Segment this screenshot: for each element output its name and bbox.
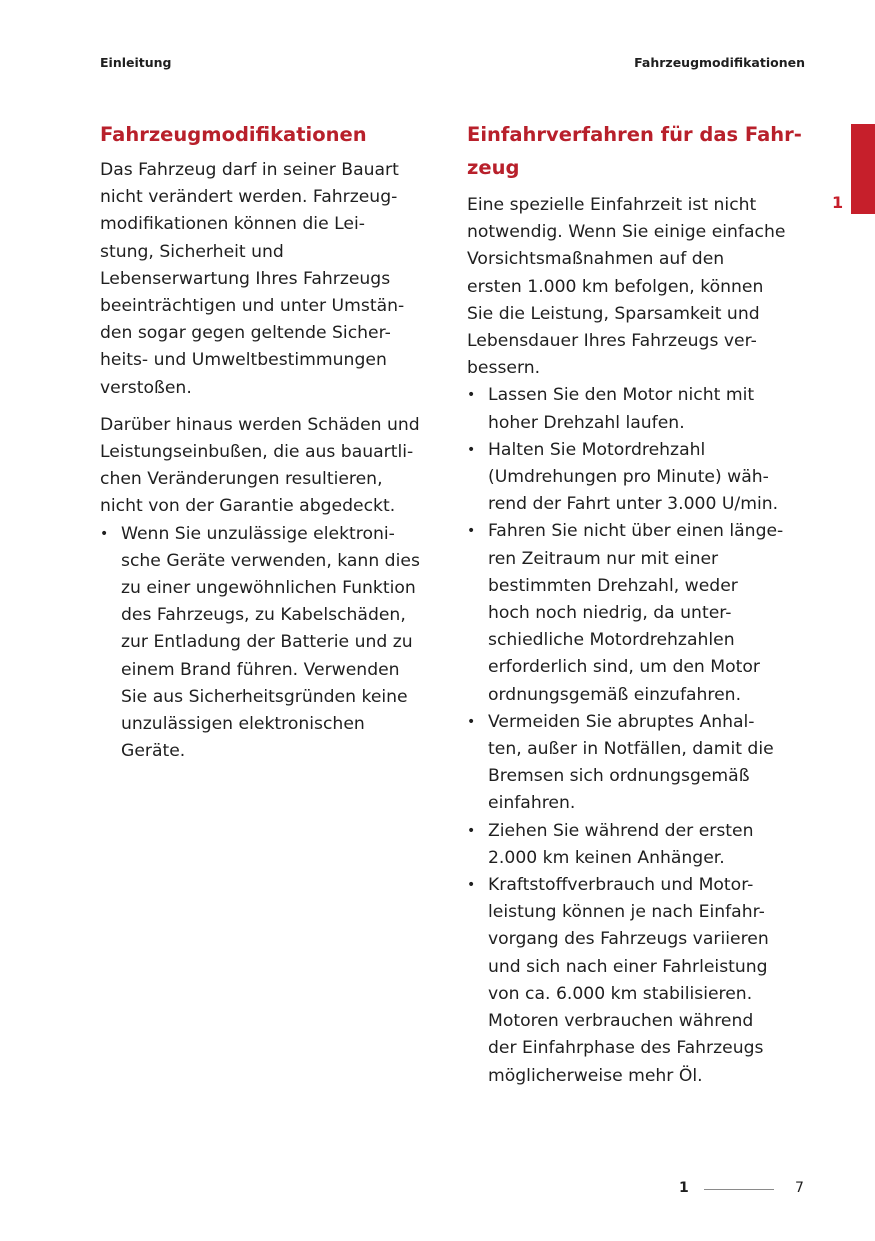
footer-divider bbox=[704, 1189, 774, 1190]
list-item bbox=[467, 872, 812, 1090]
text-line: Lassen Sie den Motor nicht mit bbox=[488, 385, 755, 406]
page-number: 7 bbox=[795, 1180, 804, 1196]
list-item bbox=[467, 437, 812, 519]
text-line: bestimmten Drehzahl, weder bbox=[488, 575, 738, 596]
break-in-bullet-list bbox=[467, 382, 812, 1089]
text-line: 2.000 km keinen Anhänger. bbox=[488, 847, 725, 868]
text-line: Sie aus Sicherheitsgründen keine bbox=[121, 686, 408, 707]
chapter-tab-number: 1 bbox=[832, 193, 844, 212]
text-line: Darüber hinaus werden Schäden und bbox=[100, 414, 420, 435]
text-line: Leistungseinbußen, die aus bauartli- bbox=[100, 442, 414, 463]
text-line: einem Brand führen. Verwenden bbox=[121, 659, 400, 680]
bullet-icon: • bbox=[467, 877, 476, 894]
text-line: Fahren Sie nicht über einen länge- bbox=[488, 521, 784, 542]
text-line: und sich nach einer Fahrleistung bbox=[488, 956, 768, 977]
text-line: Das Fahrzeug darf in seiner Bauart bbox=[100, 160, 399, 180]
text-line: ren Zeitraum nur mit einer bbox=[488, 548, 719, 569]
text-line: leistung können je nach Einfahr- bbox=[488, 902, 765, 923]
section-title-modifications: Fahrzeugmodifikationen bbox=[100, 123, 367, 146]
text-line: (Umdrehungen pro Minute) wäh- bbox=[488, 467, 769, 488]
list-item bbox=[467, 709, 812, 818]
modifications-bullet-list bbox=[100, 521, 440, 766]
text-line: modifikationen können die Lei- bbox=[100, 214, 365, 235]
text-line: Halten Sie Motordrehzahl bbox=[488, 439, 706, 460]
text-line: sche Geräte verwenden, kann dies bbox=[121, 550, 420, 571]
bullet-icon: • bbox=[467, 523, 476, 540]
text-line: vorgang des Fahrzeugs variieren bbox=[488, 929, 769, 950]
text-line: ordnungsgemäß einzufahren. bbox=[488, 684, 742, 705]
text-line: Kraftstoffverbrauch und Motor- bbox=[488, 875, 754, 896]
left-column bbox=[100, 118, 440, 765]
text-line: schiedliche Motordrehzahlen bbox=[488, 630, 735, 651]
chapter-tab bbox=[851, 124, 875, 214]
text-line: Eine spezielle Einfahrzeit ist nicht bbox=[467, 195, 757, 215]
text-line: beeinträchtigen und unter Umstän- bbox=[100, 296, 405, 317]
text-line: verstoßen. bbox=[100, 377, 192, 398]
text-line: nicht verändert werden. Fahrzeug- bbox=[100, 187, 398, 208]
text-line: ten, außer in Notfällen, damit die bbox=[488, 739, 774, 760]
text-line: nicht von der Garantie abgedeckt. bbox=[100, 496, 396, 517]
text-line: des Fahrzeugs, zu Kabelschäden, bbox=[121, 605, 406, 626]
list-item bbox=[467, 518, 812, 708]
bullet-icon: • bbox=[100, 525, 109, 542]
text-line: zur Entladung der Batterie und zu bbox=[121, 632, 413, 653]
text-line: Sie die Leistung, Sparsamkeit und bbox=[467, 303, 760, 324]
text-line: bessern. bbox=[467, 358, 541, 379]
list-item bbox=[467, 818, 812, 872]
text-line: den sogar gegen geltende Sicher- bbox=[100, 323, 391, 344]
text-line: von ca. 6.000 km stabilisieren. bbox=[488, 983, 753, 1004]
text-line: Lebensdauer Ihres Fahrzeugs ver- bbox=[467, 331, 757, 352]
title-line: Einfahrverfahren für das Fahr- bbox=[467, 123, 802, 146]
modifications-paragraph-1 bbox=[100, 157, 440, 402]
text-line: Vermeiden Sie abruptes Anhal- bbox=[488, 711, 755, 732]
text-line: Geräte. bbox=[121, 741, 186, 762]
text-line: der Einfahrphase des Fahrzeugs bbox=[488, 1038, 764, 1059]
text-line: chen Veränderungen resultieren, bbox=[100, 469, 383, 490]
text-line: Lebenserwartung Ihres Fahrzeugs bbox=[100, 268, 391, 289]
text-line: Wenn Sie unzulässige elektroni- bbox=[121, 523, 395, 544]
section-title-break-in bbox=[467, 118, 812, 184]
modifications-paragraph-2 bbox=[100, 412, 440, 521]
text-line: rend der Fahrt unter 3.000 U/min. bbox=[488, 494, 779, 515]
text-line: einfahren. bbox=[488, 793, 576, 814]
bullet-icon: • bbox=[467, 822, 476, 839]
text-line: Vorsichtsmaßnahmen auf den bbox=[467, 249, 725, 270]
bullet-icon: • bbox=[467, 387, 476, 404]
text-line: ersten 1.000 km befolgen, können bbox=[467, 276, 764, 297]
text-line: zu einer ungewöhnlichen Funktion bbox=[121, 578, 416, 599]
running-header-section: Einleitung bbox=[100, 55, 172, 70]
text-line: Ziehen Sie während der ersten bbox=[488, 820, 754, 841]
bullet-icon: • bbox=[467, 713, 476, 730]
list-item bbox=[100, 521, 440, 766]
bullet-icon: • bbox=[467, 441, 476, 458]
text-line: hoher Drehzahl laufen. bbox=[488, 412, 685, 433]
title-line: zeug bbox=[467, 156, 520, 179]
text-line: hoch noch niedrig, da unter- bbox=[488, 603, 732, 624]
running-header-topic: Fahrzeugmodifikationen bbox=[634, 55, 805, 70]
text-line: Bremsen sich ordnungsgemäß bbox=[488, 766, 750, 787]
right-column bbox=[467, 118, 812, 1090]
text-line: heits- und Umweltbestimmungen bbox=[100, 350, 387, 371]
footer-chapter-number: 1 bbox=[679, 1180, 689, 1196]
break-in-paragraph-1 bbox=[467, 192, 812, 382]
list-item bbox=[467, 382, 812, 436]
text-line: Motoren verbrauchen während bbox=[488, 1011, 754, 1032]
text-line: unzulässigen elektronischen bbox=[121, 714, 365, 735]
text-line: stung, Sicherheit und bbox=[100, 241, 284, 262]
text-line: möglicherweise mehr Öl. bbox=[488, 1065, 703, 1086]
text-line: notwendig. Wenn Sie einige einfache bbox=[467, 222, 786, 243]
text-line: erforderlich sind, um den Motor bbox=[488, 657, 760, 678]
